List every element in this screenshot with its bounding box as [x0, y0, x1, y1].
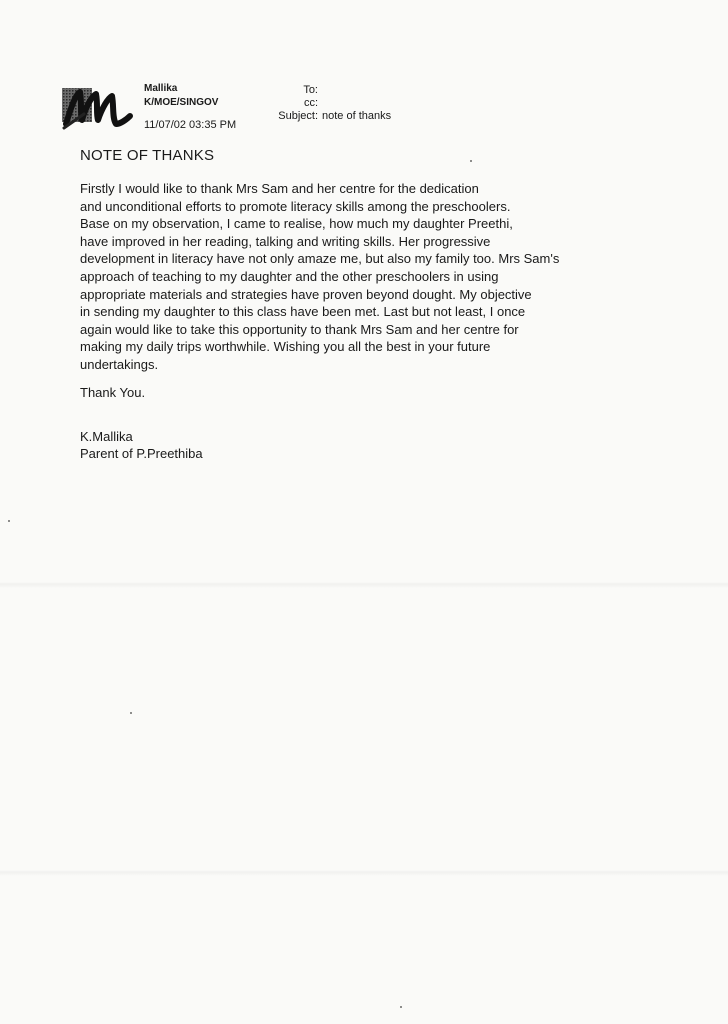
cc-label: cc: [303, 97, 318, 109]
body-line: again would like to take this opportunity to thank Mrs Sam and her centre for [80, 321, 519, 337]
sender-logo-icon [60, 84, 140, 136]
subject-label: Subject: [278, 110, 318, 122]
body-line: making my daily trips worthwhile. Wishing you all the best in your future [80, 339, 491, 355]
paper-speck [470, 160, 472, 162]
body-line: appropriate materials and strategies have proven beyond dought. My objective [80, 286, 532, 302]
paper-speck [400, 1006, 402, 1008]
letter-body [80, 180, 640, 374]
page-title: NOTE OF THANKS [80, 147, 215, 164]
sender-block [144, 82, 218, 110]
body-line: and unconditional efforts to promote literacy skills among the preschoolers. [80, 198, 511, 214]
body-line: have improved in her reading, talking and writing skills. Her progressive [80, 233, 491, 249]
signature-role: Parent of P.Preethiba [80, 446, 203, 461]
body-line: Firstly I would like to thank Mrs Sam and her centre for the dedication [80, 181, 479, 196]
sender-org: K/MOE/SINGOV [144, 97, 219, 108]
body-line: in sending my daughter to this class have been met. Last but not least, I once [80, 304, 526, 320]
sent-datetime: 11/07/02 03:35 PM [144, 119, 237, 131]
body-line: approach of teaching to my daughter and the other preschoolers in using [80, 268, 499, 284]
paper-speck [8, 520, 10, 522]
sender-name: Mallika [144, 83, 178, 94]
body-line: Base on my observation, I came to realise, how much my daughter Preethi, [80, 216, 513, 232]
body-line: undertakings. [80, 356, 159, 372]
body-line: development in literacy have not only amaze me, but also my family too. Mrs Sam's [80, 251, 560, 267]
subject-value: note of thanks [322, 110, 392, 122]
signature-name: K.Mallika [80, 429, 133, 444]
closing-text: Thank You. [80, 385, 146, 400]
to-label: To: [303, 84, 318, 96]
paper-speck [130, 712, 132, 714]
